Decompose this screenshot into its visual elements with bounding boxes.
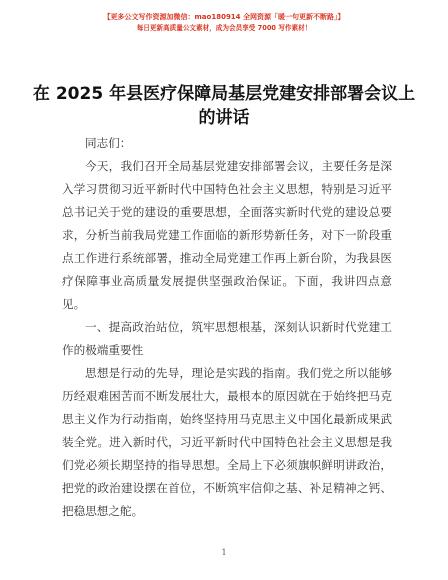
body-paragraph-section-1: 思想是行动的先导，理论是实践的指南。我们党之所以能够历经艰难困苦而不断发展壮大，最根本的原因就在于始终把马克思主义作为行动指南，始终坚持用马克思主义中国化最新成果武装全党。进入新时代，习近平新时代中国特色社会主义思想是我们党必须长期坚持的指导思想。全局上下必须旗帜鲜明讲政治，把党的政治建设摆在首位，不断筑牢信仰之基、补足精神之钙、把稳思想之舵。 [62,366,392,518]
document-title: 在 2025 年县医疗保障局基层党建安排部署会议上的讲话 [32,84,416,128]
section-heading-1: 一、提高政治站位，筑牢思想根基，深刻认识新时代党建工作的极端重要性 [62,320,392,357]
body-paragraph-intro: 今天，我们召开全局基层党建安排部署会议，主要任务是深入学习贯彻习近平新时代中国特色社会主义思想，特别是习近平总书记关于党的建设的重要思想，全面落实新时代党的建设总要求，分析当前我局党建工作面临的新形势新任务，对下一阶段重点工作进行系统部署，推动全局党建工作再上新台阶，为我县医疗保障事业高质量发展提供坚强政治保证。下面，我讲四点意见。 [62,159,392,311]
promo-banner-line-2: 每日更新高质量公文素材，成为会员享受 7000 写作素材！ [136,23,312,32]
greeting: 同志们： [85,136,132,150]
document-body [62,132,392,523]
page-number: 1 [221,548,227,557]
promo-banner-line-1: 【更多公文写作资源加微信：mao180914 全网资源「暖一句更新不断路」】 [103,13,345,21]
promo-banner [0,12,448,33]
